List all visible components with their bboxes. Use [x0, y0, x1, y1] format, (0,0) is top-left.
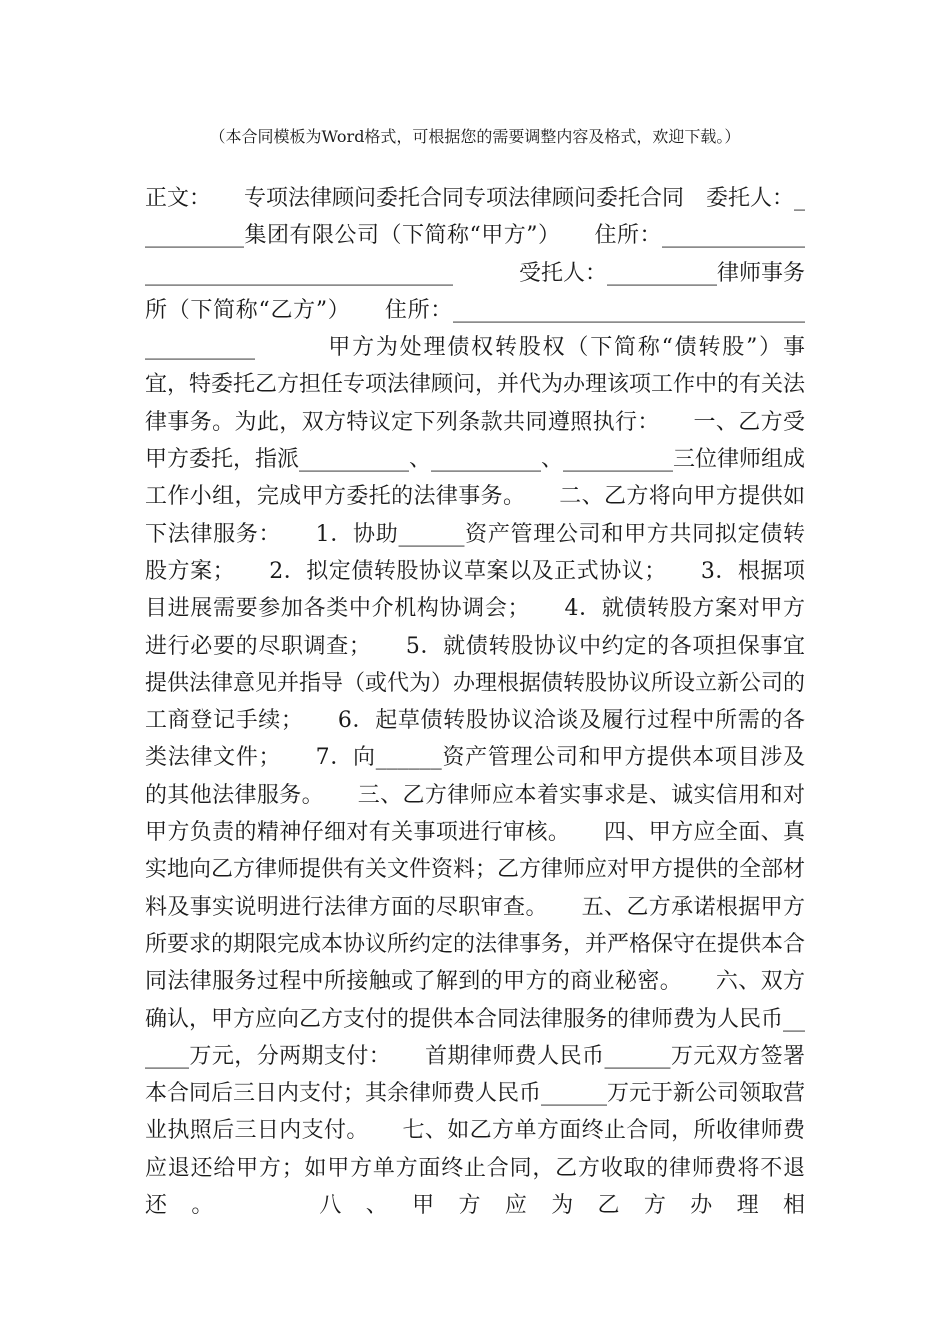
- contract-body-text: 正文： 专项法律顾问委托合同专项法律顾问委托合同 委托人：__________集团有限公司（下简称“甲方”） 住所：_________________________________________ 受托人：__________律师事务所（下简称“乙方”） 住所：__________________________________________ 甲方为处理债权转股权（下简称“债转股”）事宜，特委托乙方担任专项法律顾问，并代为办理该项工作中的有关法律事务。为此，双方特议定下列条款共同遵照执行： 一、乙方受甲方委托，指派__________、__________、__________三位律师组成工作小组，完成甲方委托的法律事务。 二、乙方将向甲方提供如下法律服务： 1．协助______资产管理公司和甲方共同拟定债转股方案； 2．拟定债转股协议草案以及正式协议； 3．根据项目进展需要参加各类中介机构协调会； 4．就债转股方案对甲方进行必要的尽职调查； 5．就债转股协议中约定的各项担保事宜提供法律意见并指导（或代为）办理根据债转股协议所设立新公司的工商登记手续； 6．起草债转股协议洽谈及履行过程中所需的各类法律文件； 7．向______资产管理公司和甲方提供本项目涉及的其他法律服务。 三、乙方律师应本着实事求是、诚实信用和对甲方负责的精神仔细对有关事项进行审核。 四、甲方应全面、真实地向乙方律师提供有关文件资料；乙方律师应对甲方提供的全部材料及事实说明进行法律方面的尽职审查。 五、乙方承诺根据甲方所要求的期限完成本协议所约定的法律事务，并严格保守在提供本合同法律服务过程中所接触或了解到的甲方的商业秘密。 六、双方确认，甲方应向乙方支付的提供本合同法律服务的律师费为人民币______万元，分两期支付： 首期律师费人民币______万元双方签署本合同后三日内支付；其余律师费人民币______万元于新公司领取营业执照后三日内支付。 七、如乙方单方面终止合同，所收律师费应退还给甲方；如甲方单方面终止合同，乙方收取的律师费将不退还。 八、甲方应为乙方办理相: [145, 186, 806, 1219]
- template-format-note: （本合同模板为Word格式，可根据您的需要调整内容及格式，欢迎下载。）: [209, 127, 741, 146]
